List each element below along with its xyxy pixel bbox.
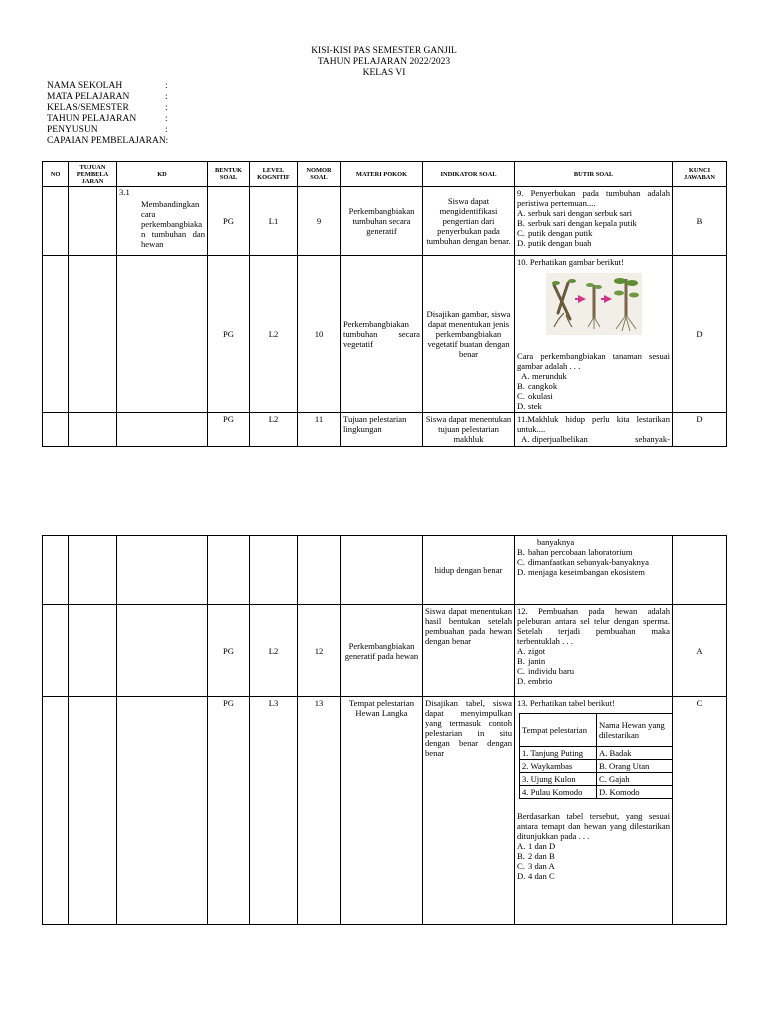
meta-label: MATA PELAJARAN <box>47 92 130 102</box>
col-header-indikator: INDIKATOR SOAL <box>423 162 515 187</box>
option-b: B. cangkok <box>517 381 558 391</box>
meta-row-year: TAHUN PELAJARAN : <box>47 114 168 124</box>
inner-table-row: 2. Waykambas B. Orang Utan <box>520 760 673 773</box>
meta-label: NAMA SEKOLAH <box>47 81 123 91</box>
materi-cell: Tujuan pelestarian lingkungan <box>341 413 423 447</box>
title-line-3: KELAS VI <box>362 68 406 78</box>
inner-table-row: 3. Ujung Kulon C. Gajah <box>520 773 673 786</box>
bentuk-cell: PG <box>208 605 250 697</box>
option-b: B. 2 dan B <box>517 851 555 861</box>
propagation-figure <box>517 273 670 335</box>
conservation-table <box>519 713 673 799</box>
table-header-row <box>43 162 727 187</box>
materi-cell: Perkembangbiakan generatif pada hewan <box>341 605 423 697</box>
col-header-butir: BUTIR SOAL <box>515 162 673 187</box>
table-row <box>43 605 727 697</box>
col-header-nomor: NOMOR SOAL <box>298 162 341 187</box>
option-d: D. 4 dan C <box>517 871 555 881</box>
question-text: 11.Makhluk hidup perlu kita lestarikan untuk.... <box>517 414 670 434</box>
inner-table-row: 1. Tanjung Puting A. Badak <box>520 747 673 760</box>
level-cell: L2 <box>250 605 298 697</box>
col-header-level: LEVEL KOGNITIF <box>250 162 298 187</box>
level-cell: L2 <box>250 413 298 447</box>
option-b: B. janin <box>517 656 546 666</box>
nomor-cell: 10 <box>298 256 341 413</box>
table-row <box>43 536 727 605</box>
materi-cell: Perkembangbiakan tumbuhan secara generatif <box>341 187 423 256</box>
question-text: 10. Perhatikan gambar berikut! <box>517 257 624 267</box>
document-title <box>0 46 768 79</box>
bentuk-cell: PG <box>208 187 250 256</box>
level-cell: L3 <box>250 697 298 925</box>
meta-row-subject: MATA PELAJARAN : <box>47 92 168 102</box>
inner-table-row: 4. Pulau Komodo D. Komodo <box>520 786 673 799</box>
meta-row-class: KELAS/SEMESTER : <box>47 103 168 113</box>
title-line-2: TAHUN PELAJARAN 2022/2023 <box>317 57 451 67</box>
kisi-table-page-1 <box>42 161 727 447</box>
meta-row-author: PENYUSUN : <box>47 125 168 135</box>
option-a: A. 1 dan D <box>517 841 556 851</box>
table-row <box>43 413 727 447</box>
butir-cell <box>515 256 673 413</box>
indikator-cell: Siswa dapat menentukan tujuan pelestarian makhluk <box>423 413 515 447</box>
title-line-1: KISI-KISI PAS SEMESTER GANJIL <box>311 46 457 56</box>
col-header-materi: MATERI POKOK <box>341 162 423 187</box>
kisi-table-page-2 <box>42 535 727 925</box>
kunci-cell: D <box>673 256 727 413</box>
option-a: A. diperjualbelikan sebanyak- <box>521 434 670 444</box>
option-a: A. serbuk sari dengan serbuk sari <box>517 208 633 218</box>
option-b: B. serbuk sari dengan kepala putik <box>517 218 637 228</box>
bentuk-cell: PG <box>208 697 250 925</box>
butir-cell <box>515 187 673 256</box>
option-c: C. okulasi <box>517 391 553 401</box>
kunci-cell: C <box>673 697 727 925</box>
nomor-cell: 12 <box>298 605 341 697</box>
col-header-kunci: KUNCI JAWABAN <box>673 162 727 187</box>
nomor-cell: 13 <box>298 697 341 925</box>
table-row <box>43 697 727 925</box>
kunci-cell: B <box>673 187 727 256</box>
col-header-tujuan: TUJUAN PEMBELA JARAN <box>69 162 117 187</box>
kunci-cell: A <box>673 605 727 697</box>
indikator-cell: Disajikan tabel, siswa dapat menyimpulkan yang termasuk contoh pelestarian in situ dengan benar dengan benar <box>423 697 515 925</box>
col-header-bentuk: BENTUK SOAL <box>208 162 250 187</box>
kd-number: 3.1 <box>119 187 130 197</box>
meta-row-school: NAMA SEKOLAH : <box>47 81 168 91</box>
meta-label: CAPAIAN PEMBELAJARAN: <box>47 136 169 146</box>
question-stem: Berdasarkan tabel tersebut, yang sesuai antara temapt dan hewan yang dilestarikan ditunjukkan pada . . . <box>517 811 670 841</box>
table-row <box>43 256 727 413</box>
meta-label: PENYUSUN <box>47 125 98 135</box>
option-d: D. menjaga keseimbangan ekosistem <box>517 567 645 577</box>
kd-text: Membandingkan cara perkembangbiakan tumbuhan dan hewan <box>141 199 205 249</box>
butir-cell <box>515 697 673 925</box>
col-header-kd: KD <box>117 162 208 187</box>
option-a: A. merunduk <box>521 371 567 381</box>
meta-row-outcome <box>47 136 175 147</box>
option-a: A. zigot <box>517 646 546 656</box>
plant-cutting-illustration <box>546 273 642 335</box>
level-cell: L1 <box>250 187 298 256</box>
identity-fields <box>47 81 175 147</box>
indikator-cell: Siswa dapat mengidentifikasi pengertian dari penyerbukan pada tumbuhan dengan benar. <box>423 187 515 256</box>
nomor-cell: 9 <box>298 187 341 256</box>
inner-table-header: Tempat pelestarian Nama Hewan yang dilestarikan <box>520 714 673 747</box>
question-text: 13. Perhatikan tabel berikut! <box>517 698 615 708</box>
option-b: B. bahan percobaan laboratorium <box>517 547 633 557</box>
materi-cell: Perkembangbiakan tumbuhan secara vegetatif <box>341 256 423 413</box>
table-row <box>43 187 727 256</box>
meta-label: KELAS/SEMESTER <box>47 103 129 113</box>
question-stem: Cara perkembangbiakan tanaman sesuai gambar adalah . . . <box>517 351 670 371</box>
option-c: C. 3 dan A <box>517 861 555 871</box>
meta-label: TAHUN PELAJARAN <box>47 114 137 124</box>
indikator-cell: Disajikan gambar, siswa dapat menentukan jenis perkembangbiakan vegetatif buatan dengan benar <box>423 256 515 413</box>
col-header-no: NO <box>43 162 69 187</box>
question-text: 9. Penyerbukan pada tumbuhan adalah peristiwa pertemuan.... <box>517 188 670 208</box>
nomor-cell: 11 <box>298 413 341 447</box>
option-d: D. stek <box>517 401 542 411</box>
kd-cell <box>117 187 208 256</box>
butir-cell <box>515 413 673 447</box>
bentuk-cell: PG <box>208 256 250 413</box>
bentuk-cell: PG <box>208 413 250 447</box>
butir-cell <box>515 536 673 605</box>
option-d: D. putik dengan buah <box>517 238 592 248</box>
kunci-cell: D <box>673 413 727 447</box>
option-c: C. dimanfaatkan sebanyak-banyaknya <box>517 557 649 567</box>
materi-cell: Tempat pelestarian Hewan Langka <box>341 697 423 925</box>
indikator-cell: hidup dengan benar <box>423 536 515 605</box>
option-c: C. putik dengan putik <box>517 228 593 238</box>
option-a-continued: banyaknya <box>537 537 575 547</box>
option-c: C. individu baru <box>517 666 575 676</box>
option-d: D. embrio <box>517 676 553 686</box>
butir-cell <box>515 605 673 697</box>
level-cell: L2 <box>250 256 298 413</box>
indikator-cell: Siswa dapat menentukan hasil bentukan setelah pembuahan pada hewan dengan benar <box>423 605 515 697</box>
question-text: 12. Pembuahan pada hewan adalah peleburan antara sel telur dengan sperma. Setelah terjadi pembuahan maka terbentuklah . . . <box>517 606 670 646</box>
